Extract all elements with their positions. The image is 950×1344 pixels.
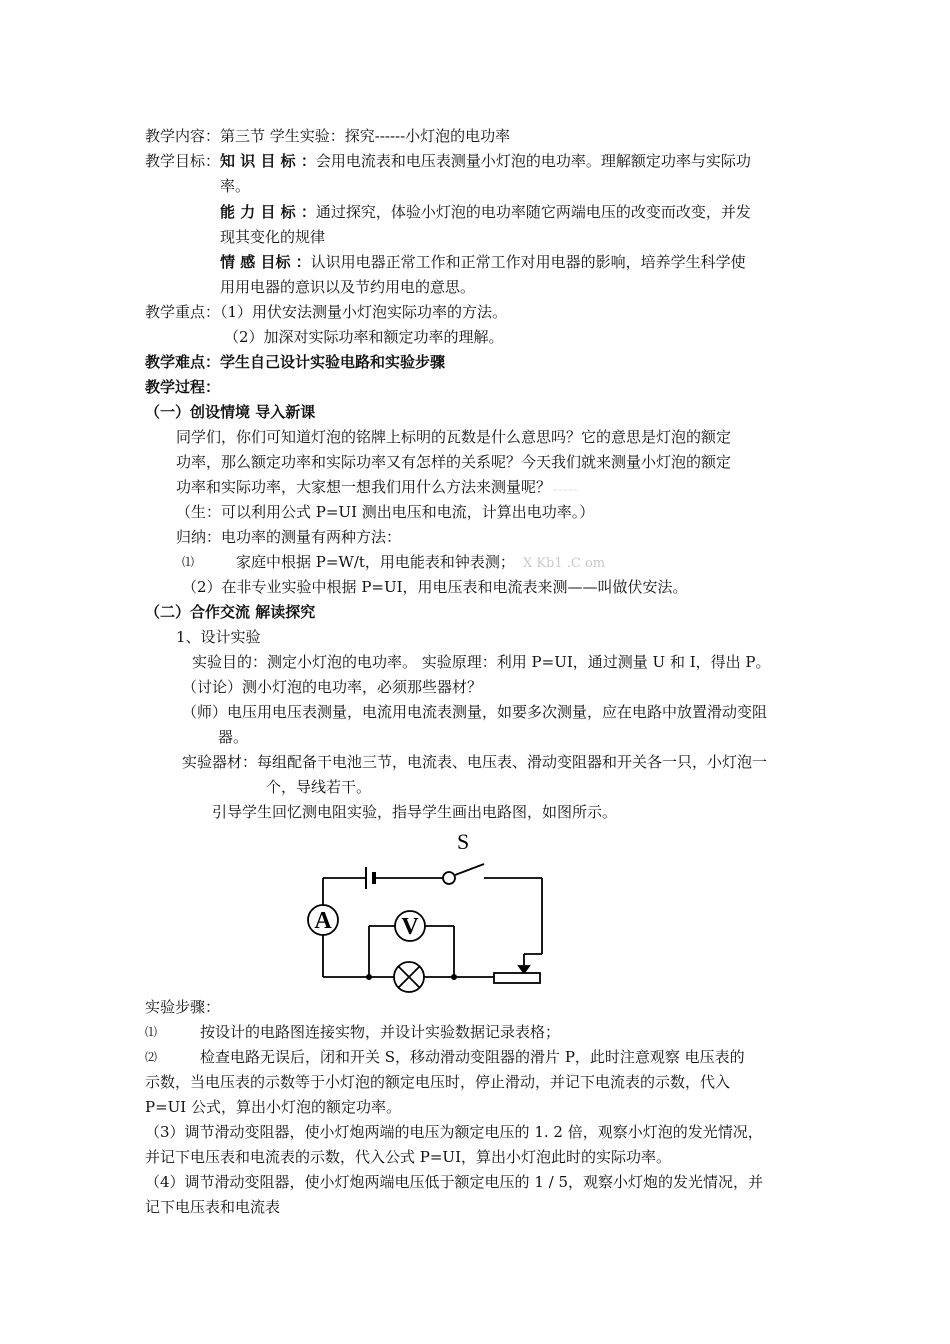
emotion-goal-line	[220, 250, 746, 274]
step-3-line-2: 并记下电压表和电流表的示数，代入公式 P=UI，算出小灯泡此时的实际功率。	[145, 1148, 671, 1166]
equipment-line-2: 个，导线若干。	[266, 778, 372, 796]
circuit-diagram	[290, 825, 560, 995]
design-experiment: 1、设计实验	[176, 628, 261, 646]
difficulty: 教学难点：学生自己设计实验电路和实验步骤	[145, 353, 446, 371]
ammeter-label: A	[314, 908, 332, 934]
goal-label: 教学目标：	[145, 152, 221, 170]
step-1-number: ⑴	[145, 1025, 158, 1039]
step-2-line-2: 示数，当电压表的示数等于小灯泡的额定电压时，停止滑动，并记下电流表的示数，代入	[145, 1073, 731, 1091]
emotion-goal-text: 认识用电器正常工作和正常工作对用电器的影响，培养学生科学使	[310, 253, 746, 271]
method-1-number: ⑴	[182, 555, 195, 569]
watermark: X Kb1 .C om	[522, 556, 606, 571]
intro-para-line-1: 同学们，你们可知道灯泡的铭牌上标明的瓦数是什么意思吗？它的意思是灯泡的额定	[176, 428, 732, 446]
intro-para-line-3-text: 功率和实际功率，大家想一想我们用什么方法来测量呢？	[176, 478, 552, 496]
student-answer: （生：可以利用公式 P=UI 测出电压和电流，计算出电功率。）	[176, 503, 595, 521]
junction-left	[366, 974, 372, 980]
step-2-line-3: P=UI 公式，算出小灯泡的额定功率。	[145, 1098, 401, 1116]
step-3-line-1: （3）调节滑动变阻器，使小灯炮两端的电压为额定电压的 1. 2 倍，观察小灯泡的发光情况，	[145, 1123, 763, 1141]
step-2-number: ⑵	[145, 1050, 158, 1064]
switch-label: S	[457, 829, 470, 854]
steps-heading: 实验步骤：	[145, 998, 221, 1016]
section-1-heading: （一）创设情境 导入新课	[145, 403, 316, 421]
teaching-goal-line	[145, 149, 751, 173]
voltmeter-label: V	[401, 914, 419, 940]
step-2-line-1: 检查电路无误后，闭和开关 S，移动滑动变阻器的滑片 P，此时注意观察 电压表的	[200, 1048, 745, 1066]
ability-goal-line	[220, 200, 751, 224]
junction-right	[451, 974, 457, 980]
teacher-line-1: （师）电压用电压表测量，电流用电流表测量，如要多次测量，应在电路中放置滑动变阻	[182, 703, 768, 721]
rheostat-slider-arrow	[519, 966, 529, 973]
method-1-text: 家庭中根据 P=W/t，用电能表和钟表测；	[236, 553, 515, 571]
knowledge-goal-label: 知 识 目 标 ：	[220, 152, 316, 170]
knowledge-goal-text: 会用电流表和电压表测量小灯泡的电功率。理解额定功率与实际功	[315, 152, 751, 170]
process-heading: 教学过程：	[145, 378, 221, 396]
teacher-line-2: 器。	[218, 728, 249, 746]
key-point-1: 教学重点：（1）用伏安法测量小灯泡实际功率的方法。	[145, 303, 508, 321]
ability-goal-label: 能 力 目 标 ：	[220, 203, 316, 221]
faint-mark: ~~~~~	[551, 487, 579, 494]
step-1: 按设计的电路图连接实物，并设计实验数据记录表格；	[200, 1023, 561, 1041]
method-2: （2）在非专业实验中根据 P=UI，用电压表和电流表来测——叫做伏安法。	[182, 578, 688, 596]
ability-goal-text-2: 现其变化的规律	[220, 228, 326, 246]
knowledge-goal-text-2: 率。	[220, 177, 251, 195]
guide-line: 引导学生回忆测电阻实验，指导学生画出电路图，如图所示。	[212, 803, 618, 821]
switch-contact	[443, 872, 455, 884]
discussion: （讨论）测小灯泡的电功率，必须那些器材？	[182, 678, 483, 696]
step-4-line-2: 记下电压表和电流表	[145, 1198, 281, 1216]
key-point-2: （2）加深对实际功率和额定功率的理解。	[224, 328, 504, 346]
step-4-line-1: （4）调节滑动变阻器，使小灯炮两端电压低于额定电压的 1 / 5，观察小灯炮的发光情况，并	[145, 1173, 763, 1191]
summary: 归纳：电功率的测量有两种方法：	[176, 528, 402, 546]
purpose-principle: 实验目的：测定小灯泡的电功率。 实验原理：利用 P=UI，通过测量 U 和 I，得出 P。	[192, 653, 771, 671]
emotion-goal-text-2: 用用电器的意识以及节约用电的意思。	[220, 278, 476, 296]
equipment-line-1: 实验器材：每组配备干电池三节，电流表、电压表、滑动变阻器和开关各一只，小灯泡一	[182, 753, 768, 771]
ability-goal-text: 通过探究，体验小灯泡的电功率随它两端电压的改变而改变，并发	[315, 203, 751, 221]
teaching-content: 教学内容：第三节 学生实验：探究------小灯泡的电功率	[145, 127, 511, 145]
section-2-heading: （二）合作交流 解读探究	[145, 603, 316, 621]
rheostat	[494, 973, 540, 983]
emotion-goal-label: 情 感 目标 ：	[220, 253, 311, 271]
method-1	[236, 550, 605, 576]
intro-para-line-3	[176, 475, 578, 503]
switch-lever	[455, 864, 484, 875]
intro-para-line-2: 功率，那么额定功率和实际功率又有怎样的关系呢？今天我们就来测量小灯泡的额定	[176, 453, 732, 471]
